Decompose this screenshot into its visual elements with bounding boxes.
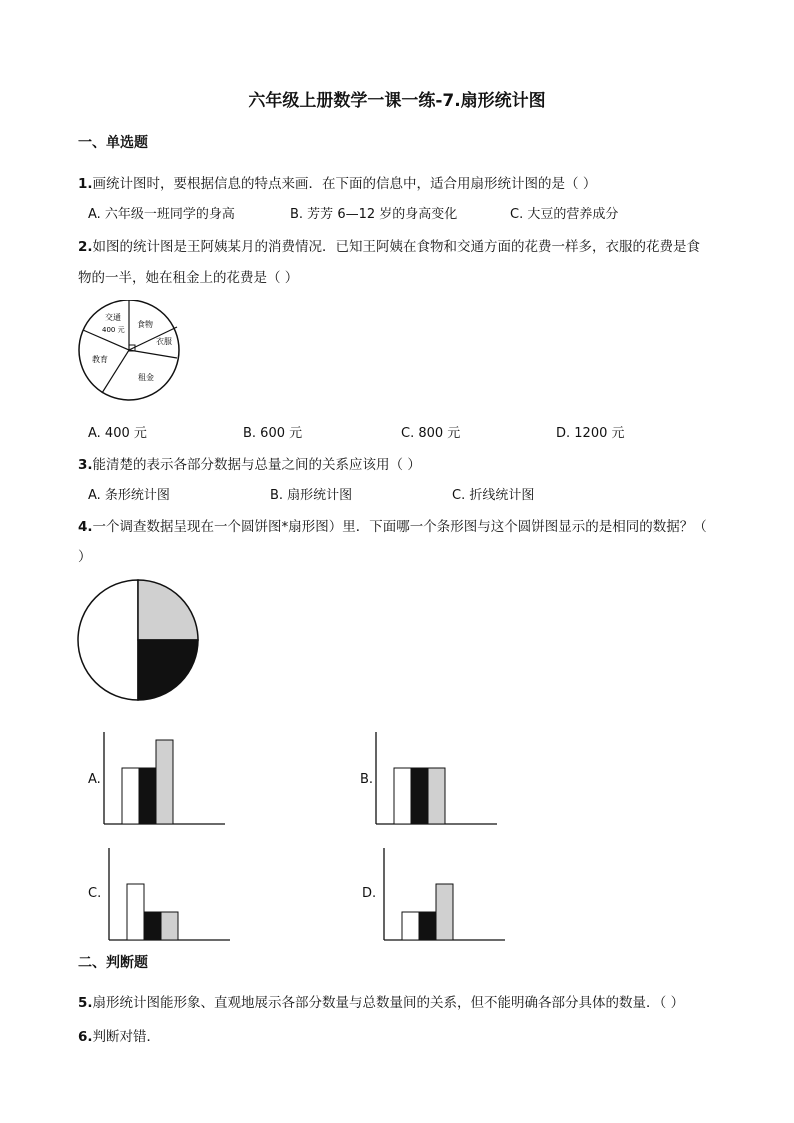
bar-0 (122, 768, 139, 824)
bar-2 (436, 884, 453, 940)
bar-2 (156, 740, 173, 824)
question-text: 画统计图时，要根据信息的特点来画．在下面的信息中，适合用扇形统计图的是（ ） (92, 176, 597, 192)
q1-option-a[interactable]: A. 六年级一班同学的身高 (88, 207, 235, 222)
q2-consumption-pie-chart (76, 300, 186, 402)
q2-option-c[interactable]: C. 800 元 (401, 426, 461, 441)
bar-1 (411, 768, 428, 824)
q1-option-c[interactable]: C. 大豆的营养成分 (510, 207, 619, 222)
bar-1 (419, 912, 436, 940)
section-heading-single-choice: 一、单选题 (78, 135, 148, 151)
bar-1 (139, 768, 156, 824)
bar-0 (402, 912, 419, 940)
q1-option-b[interactable]: B. 芳芳 6—12 岁的身高变化 (290, 207, 458, 222)
question-number: 3. (78, 457, 93, 473)
q4-option-c-bar-chart[interactable] (107, 846, 232, 943)
q4-option-a-bar-chart[interactable] (102, 730, 227, 827)
pie-label-traffic-amount: 400 元 (102, 326, 125, 334)
question-number: 6. (78, 1029, 93, 1045)
question-2-line-2: 物的一半，她在租金上的花费是（ ） (78, 270, 299, 286)
q2-option-a[interactable]: A. 400 元 (88, 426, 147, 441)
bar-1 (144, 912, 161, 940)
pie-slice-1 (138, 580, 198, 640)
pie-slice-2 (138, 640, 198, 700)
q2-option-d[interactable]: D. 1200 元 (556, 426, 625, 441)
q4-pie-chart (76, 578, 204, 706)
q4-option-d-label[interactable]: D. (362, 886, 377, 901)
question-text: 判断对错． (92, 1029, 161, 1045)
pie-label-traffic: 交通 (105, 313, 121, 322)
question-text: 扇形统计图能形象、直观地展示各部分数量与总数量间的关系，但不能明确各部分具体的数量．（ ） (92, 995, 685, 1011)
question-4 (78, 515, 707, 535)
question-text: 一个调查数据呈现在一个圆饼图*扇形图）里．下面哪一个条形图与这个圆饼图显示的是相同的数据？（ (92, 519, 707, 535)
pie-label-clothes: 衣服 (156, 337, 172, 346)
question-1 (78, 172, 596, 192)
question-text: 如图的统计图是王阿姨某月的消费情况．已知王阿姨在食物和交通方面的花费一样多，衣服的花费是食 (92, 239, 701, 255)
question-4-line-2: ） (78, 549, 92, 565)
question-5 (78, 991, 684, 1011)
q4-option-a-label[interactable]: A. (88, 772, 101, 787)
question-number: 1. (78, 176, 93, 192)
bar-0 (394, 768, 411, 824)
q3-option-b[interactable]: B. 扇形统计图 (270, 488, 353, 503)
q4-option-b-label[interactable]: B. (360, 772, 374, 787)
bar-2 (428, 768, 445, 824)
q4-option-d-bar-chart[interactable] (382, 846, 507, 943)
q3-option-c[interactable]: C. 折线统计图 (452, 488, 535, 503)
q4-option-c-label[interactable]: C. (88, 886, 102, 901)
pie-slice-0 (78, 580, 138, 700)
question-number: 5. (78, 995, 93, 1011)
q2-option-b[interactable]: B. 600 元 (243, 426, 303, 441)
section-heading-true-false: 二、判断题 (78, 955, 148, 971)
question-2 (78, 235, 700, 255)
bar-0 (127, 884, 144, 940)
pie-label-rent: 租金 (138, 373, 154, 382)
q3-option-a[interactable]: A. 条形统计图 (88, 488, 170, 503)
question-3 (78, 453, 421, 473)
page-title: 六年级上册数学一课一练-7.扇形统计图 (248, 91, 546, 111)
pie-label-food: 食物 (137, 320, 153, 329)
pie-label-education: 教育 (92, 355, 108, 364)
question-number: 4. (78, 519, 93, 535)
bar-2 (161, 912, 178, 940)
q4-option-b-bar-chart[interactable] (374, 730, 499, 827)
question-text: 能清楚的表示各部分数据与总量之间的关系应该用（ ） (92, 457, 421, 473)
question-number: 2. (78, 239, 93, 255)
question-6 (78, 1025, 160, 1045)
